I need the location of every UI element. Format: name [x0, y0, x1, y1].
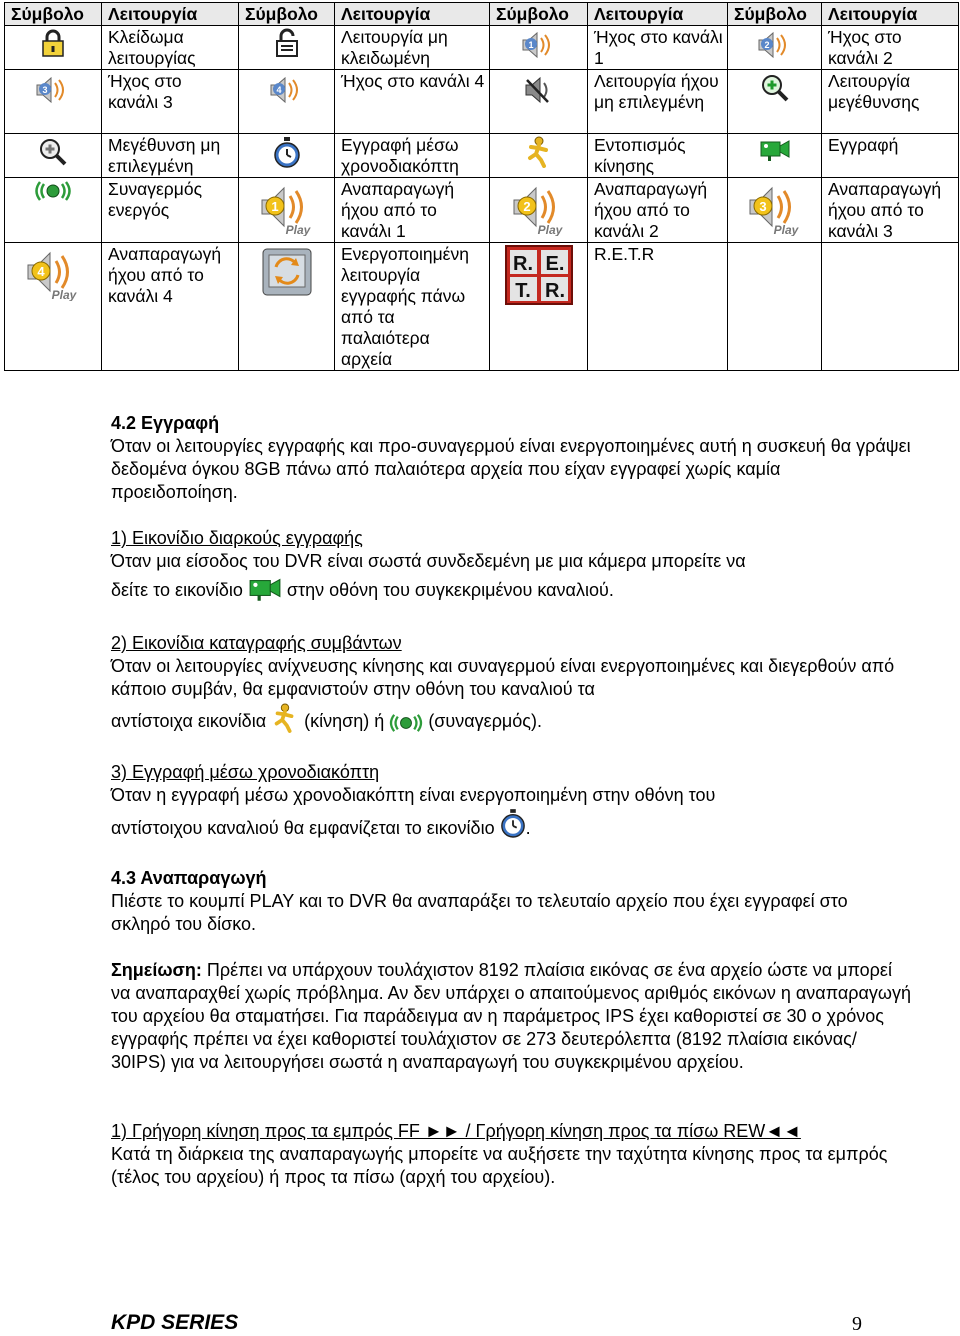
header-function: Λειτουργία: [822, 3, 959, 26]
symbol-cell: [239, 243, 335, 371]
svg-text:4: 4: [275, 85, 282, 95]
function-cell: Ήχος στο κανάλι 2: [822, 26, 959, 70]
record-camera-icon: [248, 574, 282, 610]
section-4-3: [111, 867, 911, 936]
note-paragraph: [111, 959, 911, 1074]
svg-text:2: 2: [522, 199, 531, 214]
svg-text:Play: Play: [285, 223, 310, 236]
unlock-icon: [273, 28, 301, 58]
svg-text:Play: Play: [51, 288, 77, 301]
note-label: Σημείωση:: [111, 960, 202, 980]
symbol-cell: [728, 178, 822, 243]
note-text: Πρέπει να υπάρχουν τουλάχιστον 8192 πλαίσια εικόνας σε ένα αρχείο ώστε να μπορεί να αναπαραχθεί χωρίς πρόβλημα. Αν δεν υπάρχει ο απαιτούμενος αριθμός εικόνων η αναπαραγωγή του αρχείου θα σταματήσει. Για παράδειγμα αν η παράμετρος IPS έχει καθοριστεί σε 30 ο χρόνος εγγραφής πρέπει να έχει καθοριστεί τουλάχιστον σε 273 δευτερόλεπτα (8192 πλαίσια εικόνας/ 30IPS) για να λειτουργήσει σωστά η αναπαραγωγή του συγκεκριμένου αρχείου.: [111, 960, 911, 1072]
symbol-cell-empty: [728, 243, 822, 371]
audio-ch1-icon: [519, 28, 559, 62]
timer-icon: [273, 136, 301, 170]
symbol-cell: [490, 70, 588, 134]
item-text: Όταν μια είσοδος του DVR είναι σωστά συνδεδεμένη με μια κάμερα μπορείτε να: [111, 551, 746, 571]
section-intro: Πιέστε το κουμπί PLAY και το DVR θα αναπαράξει το τελευταίο αρχείο που έχει εγγραφεί στο σκληρό του δίσκο.: [111, 891, 848, 934]
audio-ch2-icon: [755, 28, 795, 62]
symbol-cell: [728, 134, 822, 178]
recording-item-2: [111, 632, 911, 701]
timer-icon: [500, 808, 526, 850]
symbol-cell: [490, 134, 588, 178]
svg-text:2: 2: [763, 40, 770, 50]
symbol-cell: [490, 243, 588, 371]
symbol-cell: [5, 70, 102, 134]
recording-item-1-icon-line: [111, 574, 911, 610]
svg-text:1: 1: [527, 40, 534, 50]
function-cell: Εγγραφή: [822, 134, 959, 178]
function-cell: Λειτουργία ήχου μη επιλεγμένη: [588, 70, 728, 134]
symbol-cell: [239, 178, 335, 243]
overwrite-icon: [259, 245, 315, 299]
recording-item-3-icon-line: [111, 808, 911, 850]
zoom-off-icon: [37, 136, 69, 168]
audio-ch3-icon: [33, 72, 73, 108]
table-row: [5, 134, 959, 178]
play-audio-ch4-icon: [24, 245, 82, 301]
section-heading: 4.2 Εγγραφή: [111, 413, 220, 433]
item-text: .: [525, 818, 531, 838]
item-text: δείτε το εικονίδιο: [111, 580, 243, 600]
playback-item-1: [111, 1120, 911, 1189]
table-row: [5, 178, 959, 243]
symbol-cell: [728, 26, 822, 70]
item-text: αντίστοιχου καναλιού θα εμφανίζεται το εικονίδιο: [111, 818, 495, 838]
function-cell: Ήχος στο κανάλι 4: [335, 70, 490, 134]
svg-text:3: 3: [758, 199, 767, 214]
function-cell: Λειτουργία μη κλειδωμένη: [335, 26, 490, 70]
symbol-cell: [239, 134, 335, 178]
section-4-2: [111, 412, 911, 504]
function-cell: Κλείδωμα λειτουργίας: [102, 26, 239, 70]
symbol-cell: [239, 70, 335, 134]
symbol-cell: [239, 26, 335, 70]
svg-text:E.: E.: [545, 253, 564, 275]
audio-ch4-icon: [267, 72, 307, 108]
function-cell: Συναγερμός ενεργός: [102, 178, 239, 243]
svg-text:Play: Play: [773, 223, 798, 236]
function-cell: Εντοπισμός κίνησης: [588, 134, 728, 178]
record-camera-icon: [759, 136, 791, 162]
item-text: Όταν οι λειτουργίες ανίχνευσης κίνησης και συναγερμού είναι ενεργοποιημένες και διεγερθούν από κάποιο συμβάν, θα εμφανιστούν στην οθόνη του καναλιού τα: [111, 656, 895, 699]
play-audio-ch2-icon: [510, 180, 568, 236]
function-cell: Ήχος στο κανάλι 3: [102, 70, 239, 134]
page-number: 9: [852, 1313, 862, 1335]
function-cell: Αναπαραγωγή ήχου από το κανάλι 3: [822, 178, 959, 243]
table-header-row: [5, 3, 959, 26]
item-title: 1) Γρήγορη κίνηση προς τα εμπρός FF ►► / Γρήγορη κίνηση προς τα πίσω REW◄◄: [111, 1121, 801, 1141]
svg-text:T.: T.: [514, 280, 531, 302]
header-symbol: Σύμβολο: [728, 3, 822, 26]
alarm-icon: [35, 180, 71, 202]
item-title: 2) Εικονίδια καταγραφής συμβάντων: [111, 633, 402, 653]
ret-icon: [505, 245, 573, 305]
symbol-cell: [490, 26, 588, 70]
symbol-cell: [490, 178, 588, 243]
playback-note: [111, 959, 911, 1074]
header-function: Λειτουργία: [335, 3, 490, 26]
svg-text:4: 4: [37, 264, 45, 279]
lock-icon: [38, 28, 68, 58]
table-row: [5, 26, 959, 70]
item-title: 1) Εικονίδιο διαρκούς εγγραφής: [111, 528, 363, 548]
motion-icon: [271, 703, 299, 742]
footer-series: KPD SERIES: [111, 1311, 239, 1334]
item-text: Όταν η εγγραφή μέσω χρονοδιακόπτη είναι ενεργοποιημένη στην οθόνη του: [111, 785, 716, 805]
section-heading: 4.3 Αναπαραγωγή: [111, 868, 267, 888]
play-audio-ch3-icon: [746, 180, 804, 236]
item-title: 3) Εγγραφή μέσω χρονοδιακόπτη: [111, 762, 380, 782]
header-function: Λειτουργία: [588, 3, 728, 26]
symbol-cell: [5, 134, 102, 178]
svg-text:Play: Play: [537, 223, 562, 236]
header-symbol: Σύμβολο: [490, 3, 588, 26]
item-text: (συναγερμός).: [428, 711, 542, 731]
function-cell: Εγγραφή μέσω χρονοδιακόπτη: [335, 134, 490, 178]
function-cell: Λειτουργία μεγέθυνσης: [822, 70, 959, 134]
item-text: (κίνηση) ή: [304, 711, 385, 731]
svg-text:1: 1: [270, 199, 279, 214]
svg-text:3: 3: [42, 85, 48, 95]
svg-text:R.: R.: [512, 253, 533, 275]
function-cell: Ήχος στο κανάλι 1: [588, 26, 728, 70]
symbol-cell: [5, 243, 102, 371]
header-symbol: Σύμβολο: [5, 3, 102, 26]
alarm-icon: [389, 712, 423, 742]
item-text: στην οθόνη του συγκεκριμένου καναλιού.: [286, 580, 614, 600]
function-cell: Αναπαραγωγή ήχου από το κανάλι 1: [335, 178, 490, 243]
symbol-cell: [728, 70, 822, 134]
function-cell: Αναπαραγωγή ήχου από το κανάλι 2: [588, 178, 728, 243]
recording-item-3: [111, 761, 911, 807]
function-cell: Ενεργοποιημένη λειτουργία εγγραφής πάνω από τα παλαιότερα αρχεία: [335, 243, 490, 371]
function-cell-empty: [822, 243, 959, 371]
function-cell: R.E.T.R: [588, 243, 728, 371]
section-intro: Όταν οι λειτουργίες εγγραφής και προ-συναγερμού είναι ενεργοποιημένες αυτή η συσκευή θα γράψει δεδομένα όγκου 8GB πάνω από παλαιότερα αρχεία που είχαν εγγραφεί χωρίς καμία προειδοποίηση.: [111, 436, 911, 502]
item-text: Κατά τη διάρκεια της αναπαραγωγής μπορείτε να αυξήσετε την ταχύτητα κίνησης προς τα εμπρός (τέλος του αρχείου) ή προς τα πίσω (αρχή του αρχείου).: [111, 1144, 888, 1187]
header-symbol: Σύμβολο: [239, 3, 335, 26]
audio-mute-icon: [522, 72, 556, 108]
zoom-in-icon: [759, 72, 791, 104]
table-row: [5, 243, 959, 371]
recording-item-1: [111, 527, 911, 573]
function-cell: Μεγέθυνση μη επιλεγμένη: [102, 134, 239, 178]
motion-icon: [524, 136, 554, 168]
recording-item-2-icon-line: [111, 703, 911, 742]
header-function: Λειτουργία: [102, 3, 239, 26]
symbol-cell: [5, 26, 102, 70]
item-text: αντίστοιχα εικονίδια: [111, 711, 267, 731]
svg-text:R.: R.: [544, 280, 565, 302]
function-cell: Αναπαραγωγή ήχου από το κανάλι 4: [102, 243, 239, 371]
play-audio-ch1-icon: [258, 180, 316, 236]
symbol-table: [4, 2, 959, 371]
table-row: [5, 70, 959, 134]
symbol-cell: [5, 178, 102, 243]
